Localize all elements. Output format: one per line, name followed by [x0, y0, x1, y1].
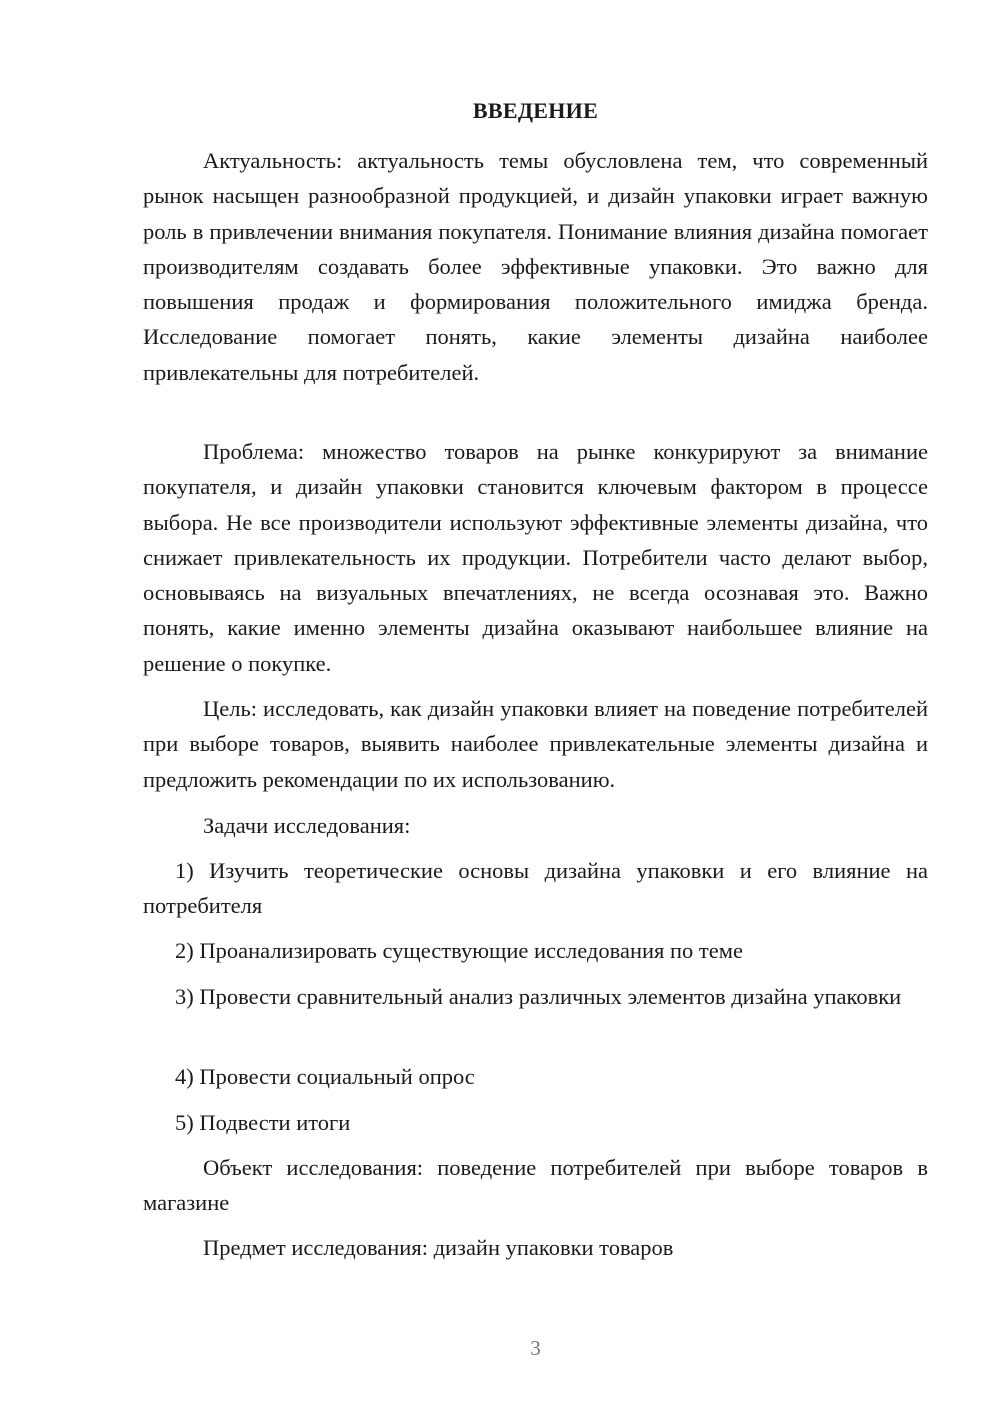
document-page [143, 0, 928, 1414]
task-item-4: 4) Провести социальный опрос [175, 1064, 475, 1089]
task-item-3: 3) Провести сравнительный анализ различных элементов дизайна упаковки [175, 984, 902, 1009]
page-title: ВВЕДЕНИЕ [472, 98, 599, 123]
task-item-1: 1) Изучить теоретические основы дизайна упаковки и его влияние на потребителя [143, 858, 928, 919]
subject-paragraph: Предмет исследования: дизайн упаковки товаров [203, 1235, 674, 1260]
problem-paragraph: Проблема: множество товаров на рынке конкурируют за внимание покупателя, и дизайн упаковки становится ключевым фактором в процессе выбора. Не все производители используют эффективные элементы дизайна, что снижает привлекательность их продукции. Потребители часто делают выбор, основываясь на визуальных впечатлениях, не всегда осознавая это. Важно понять, какие именно элементы дизайна оказывают наибольшее влияние на решение о покупке. [143, 439, 928, 676]
tasks-heading: Задачи исследования: [203, 813, 411, 838]
task-item-5: 5) Подвести итоги [175, 1110, 351, 1135]
relevance-paragraph: Актуальность: актуальность темы обусловлена тем, что современный рынок насыщен разнообразной продукцией, и дизайн упаковки играет важную роль в привлечении внимания покупателя. Понимание влияния дизайна помогает производителям создавать более эффективные упаковки. Это важно для повышения продаж и формирования положительного имиджа бренда. Исследование помогает понять, какие элементы дизайна наиболее привлекательны для потребителей. [143, 148, 928, 385]
task-item-2: 2) Проанализировать существующие исследования по теме [175, 938, 743, 963]
goal-paragraph: Цель: исследовать, как дизайн упаковки влияет на поведение потребителей при выборе товаров, выявить наиболее привлекательные элементы дизайна и предложить рекомендации по их использованию. [143, 696, 928, 792]
object-paragraph: Объект исследования: поведение потребителей при выборе товаров в магазине [143, 1155, 928, 1216]
page-number: 3 [530, 1336, 541, 1360]
